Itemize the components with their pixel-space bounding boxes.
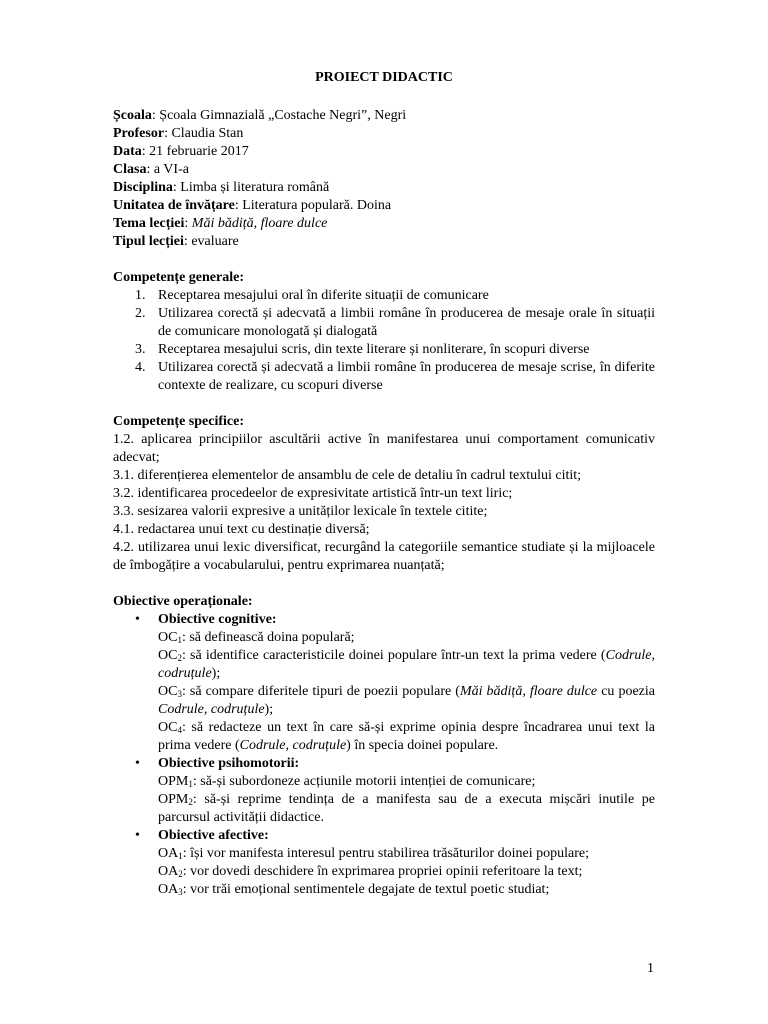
objective-oa1 <box>158 845 655 863</box>
objective-index: 2 <box>177 653 182 663</box>
objective-code: OC <box>158 630 178 645</box>
meta-sep: : <box>183 234 192 249</box>
objective-index: 1 <box>188 779 193 789</box>
meta-sep: : <box>151 108 160 123</box>
objective-code: OA <box>158 846 179 861</box>
affective-objectives-title: Obiective afective: <box>158 828 269 843</box>
meta-school <box>113 107 655 125</box>
list-number: 2. <box>135 306 146 321</box>
objective-code: OPM <box>158 792 189 807</box>
meta-sep: : <box>146 162 154 177</box>
specific-competences-heading: Competențe specifice: <box>113 414 245 429</box>
general-competences-list <box>113 287 655 395</box>
meta-label: Tema lecției <box>113 216 185 231</box>
meta-label: Disciplina <box>113 180 173 195</box>
objective-code: OPM <box>158 774 189 789</box>
objective-text-italic: Măi bădiță, floare dulce <box>459 684 598 699</box>
list-text: Receptarea mesajului oral în diferite situații de comunicare <box>158 288 489 303</box>
psychomotor-objectives-title: Obiective psihomotorii: <box>158 756 300 771</box>
objective-oc2 <box>158 647 655 683</box>
meta-label: Unitatea de învățare <box>113 198 235 213</box>
meta-value: Limba și literatura română <box>180 180 330 195</box>
meta-label: Școala <box>113 108 152 123</box>
operational-objectives-list <box>113 611 655 899</box>
specific-competences-list <box>113 431 655 575</box>
objective-oa3 <box>158 881 655 899</box>
meta-sep: : <box>172 180 181 195</box>
list-item: 3.3. sesizarea valorii expresive a unităților lexicale în textele citite; <box>113 504 488 519</box>
meta-value: Școala Gimnazială „Costache Negri”, Negri <box>159 108 407 123</box>
objective-text: : să identifice caracteristicile doinei populare într-un text la prima vedere ( <box>181 648 606 663</box>
meta-discipline <box>113 179 655 197</box>
operational-objectives-heading: Obiective operaționale: <box>113 594 253 609</box>
objective-opm1 <box>158 773 655 791</box>
objective-index: 1 <box>177 635 182 645</box>
meta-class <box>113 161 655 179</box>
page-number: 1 <box>647 961 654 976</box>
objective-code: OC <box>158 720 178 735</box>
objective-index: 3 <box>178 887 183 897</box>
objective-text: cu poezia <box>597 684 655 699</box>
list-item: 4.2. utilizarea unui lexic diversificat, recurgând la categoriile semantice studiate și la mijloacele de îmbogățire a vocabularului, pentru exprimarea nuanțată; <box>113 540 655 573</box>
objective-text: : vor trăi emoțional sentimentele degajate de textul poetic studiat; <box>182 882 550 897</box>
objective-code: OA <box>158 864 179 879</box>
objective-oa2 <box>158 863 655 881</box>
list-number: 3. <box>135 342 146 357</box>
cognitive-objectives-title: Obiective cognitive: <box>158 612 277 627</box>
objective-text: : să compare diferitele tipuri de poezii populare ( <box>181 684 460 699</box>
objective-text: : să-și reprime tendința de a manifesta sau de a executa mișcări inutile pe parcursul activității didactice. <box>158 792 655 825</box>
list-item: 3.2. identificarea procedeelor de expresivitate artistică într-un text liric; <box>113 486 513 501</box>
objective-text-italic: Codrule, codruțule <box>158 648 655 681</box>
meta-value: Măi bădiță, floare dulce <box>191 216 328 231</box>
meta-value: 21 februarie 2017 <box>149 144 249 159</box>
objective-code: OC <box>158 684 178 699</box>
objective-code: OC <box>158 648 178 663</box>
meta-lesson-type <box>113 233 655 251</box>
objective-text: : își vor manifesta interesul pentru stabilirea trăsăturilor doinei populare; <box>182 846 590 861</box>
objective-index: 1 <box>178 851 183 861</box>
objective-oc4 <box>158 719 655 755</box>
cognitive-objectives-items <box>158 629 655 755</box>
objective-text: ); <box>264 702 274 717</box>
objective-text-italic: Codrule, codruțule <box>239 738 347 753</box>
meta-label: Clasa <box>113 162 147 177</box>
list-item: 1.2. aplicarea principiilor ascultării active în manifestarea unui comportament comunicativ adecvat; <box>113 432 655 465</box>
objective-text: ) în specia doinei populare. <box>346 738 499 753</box>
objective-code: OA <box>158 882 179 897</box>
list-item <box>113 341 655 359</box>
list-text: Utilizarea corectă și adecvată a limbii române în producerea de mesaje scrise, în diferite contexte de realizare, cu scopuri diverse <box>158 360 655 393</box>
objective-text: : vor dovedi deschidere în exprimarea propriei opinii referitoare la text; <box>182 864 583 879</box>
objective-text: ); <box>211 666 221 681</box>
meta-value: Claudia Stan <box>171 126 244 141</box>
psychomotor-objectives-items <box>158 773 655 827</box>
list-item: 3.1. diferențierea elementelor de ansamblu de cele de detaliu în cadrul textului citit; <box>113 468 582 483</box>
objective-index: 2 <box>188 797 193 807</box>
general-competences-heading: Competențe generale: <box>113 270 245 285</box>
objective-opm2 <box>158 791 655 827</box>
bullet-icon: • <box>135 828 140 843</box>
list-item <box>113 305 655 341</box>
meta-sep: : <box>184 216 192 231</box>
objective-index: 4 <box>177 725 182 735</box>
bullet-icon: • <box>135 612 140 627</box>
objective-index: 2 <box>178 869 183 879</box>
objective-text: : să redacteze un text în care să-și exprime opinia despre încadrarea unui text la prima vedere ( <box>158 720 655 753</box>
psychomotor-objectives <box>113 755 655 827</box>
list-number: 4. <box>135 360 146 375</box>
meta-value: Literatura populară. Doina <box>242 198 392 213</box>
document-body <box>113 69 655 899</box>
affective-objectives-items <box>158 845 655 899</box>
objective-oc3 <box>158 683 655 719</box>
objective-oc1 <box>158 629 655 647</box>
lesson-metadata <box>113 107 655 251</box>
meta-unit <box>113 197 655 215</box>
objective-text: : să definească doina populară; <box>181 630 355 645</box>
meta-teacher <box>113 125 655 143</box>
objective-index: 3 <box>177 689 182 699</box>
list-item: 4.1. redactarea unui text cu destinație diversă; <box>113 522 370 537</box>
meta-label: Profesor <box>113 126 165 141</box>
meta-date <box>113 143 655 161</box>
list-number: 1. <box>135 288 146 303</box>
list-item <box>113 287 655 305</box>
meta-sep: : <box>234 198 243 213</box>
affective-objectives <box>113 827 655 899</box>
meta-value: evaluare <box>191 234 239 249</box>
objective-text: : să-și subordoneze acțiunile motorii intenției de comunicare; <box>192 774 536 789</box>
bullet-icon: • <box>135 756 140 771</box>
list-item <box>113 359 655 395</box>
meta-label: Tipul lecției <box>113 234 184 249</box>
meta-sep: : <box>141 144 150 159</box>
meta-sep: : <box>164 126 172 141</box>
document-title: PROIECT DIDACTIC <box>315 70 453 85</box>
meta-label: Data <box>113 144 142 159</box>
objective-text-italic: Codrule, codruțule <box>158 702 265 717</box>
cognitive-objectives <box>113 611 655 755</box>
list-text: Utilizarea corectă și adecvată a limbii române în producerea de mesaje orale în situații de comunicare monologată și dialogată <box>158 306 655 339</box>
meta-value: a VI-a <box>153 162 189 177</box>
meta-topic <box>113 215 655 233</box>
list-text: Receptarea mesajului scris, din texte literare și nonliterare, în scopuri diverse <box>158 342 590 357</box>
